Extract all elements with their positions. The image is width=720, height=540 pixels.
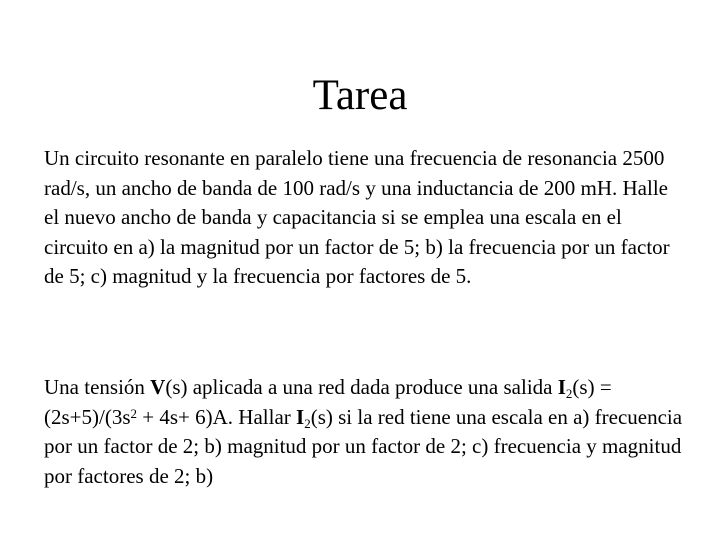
problem-2-text — [44, 373, 684, 491]
slide-title: Tarea — [312, 72, 408, 119]
i-symbol: I — [557, 375, 566, 399]
p2-text-2: (s) aplicada a una red dada produce una salida — [165, 375, 558, 399]
i-subscript: 2 — [565, 386, 573, 401]
p2-text-1: Una tensión — [44, 375, 151, 399]
problem-1-text: Un circuito resonante en paralelo tiene una frecuencia de resonancia 2500 rad/s, un ancho de banda de 100 rad/s y una inductancia de 200 mH. Halle el nuevo ancho de banda y capacitancia si se emplea una escala en el circuito en a) la magnitud por un factor de 5; b) la frecuencia por un factor de 5; c) magnitud y la frecuencia por factores de 5. — [44, 146, 670, 288]
i-symbol-second: I — [296, 404, 305, 429]
s-superscript: 2 — [130, 405, 138, 421]
p2-text-5: (s) si la red tiene una escala en a) frecuencia por un factor de 2; b) magnitud por un factor de 2; c) frecuencia y magnitud por factores de 2; b) — [44, 404, 683, 488]
p2-text-4: + 4s+ 6)A. Hallar — [137, 404, 297, 429]
i-subscript-second: 2 — [304, 415, 311, 431]
v-symbol: V — [150, 375, 166, 399]
p2-text-3: (s) = (2s+5)/(3s — [44, 375, 612, 429]
